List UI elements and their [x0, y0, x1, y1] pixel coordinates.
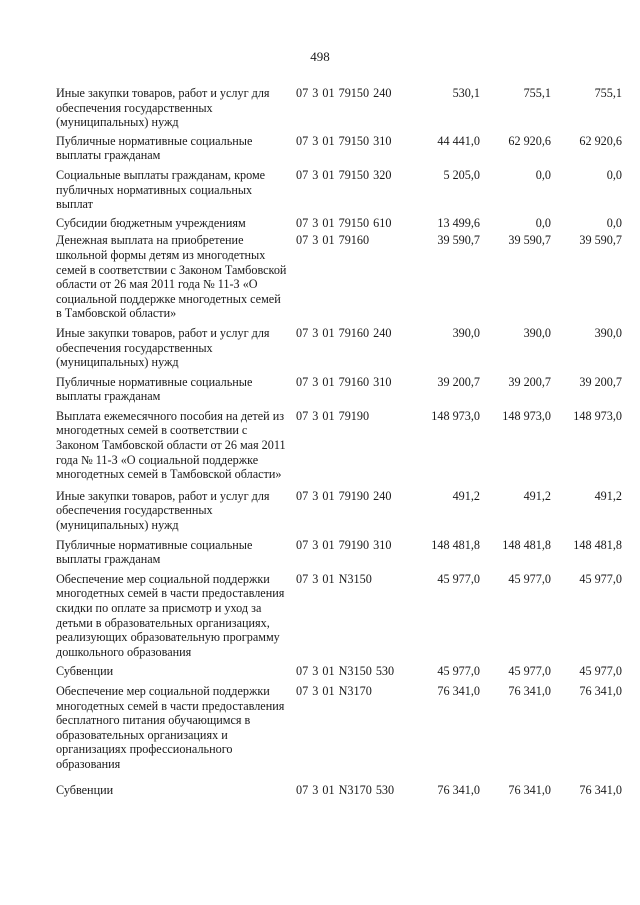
table-row	[56, 326, 622, 370]
row-code: 07 3 01 79190 240	[296, 488, 392, 503]
row-name: Денежная выплата на приобретение школьной формы детям из многодетных семей в соответствии с Законом Тамбовской области от 26 мая 2011 года № 11-З «О социальной поддержке многодетных семей в Тамбовской области»	[56, 233, 287, 321]
row-code: 07 3 01 79150 240	[296, 86, 392, 100]
table-row	[56, 572, 622, 660]
budget-table	[56, 86, 622, 797]
row-value-2: 39 200,7	[508, 374, 551, 389]
row-value-2: 45 977,0	[508, 664, 551, 679]
row-value-2: 491,2	[523, 488, 551, 503]
row-value-3: 39 200,7	[579, 374, 622, 389]
row-value-1: 39 200,7	[437, 374, 480, 389]
row-value-1: 148 481,8	[431, 537, 480, 552]
table-row	[56, 134, 622, 163]
table-row	[56, 489, 622, 533]
row-value-1: 39 590,7	[437, 233, 480, 248]
row-name: Выплата ежемесячного пособия на детей из многодетных семей в соответствии с Законом Тамбовской области от 26 мая 2011 года № 11-З «О социальной поддержке многодетных семей в Тамбовской области»	[56, 408, 286, 482]
row-code: 07 3 01 N3150 530	[296, 664, 395, 679]
row-value-1: 530,1	[452, 86, 480, 100]
row-value-3: 62 920,6	[579, 133, 622, 148]
row-value-2: 0,0	[535, 215, 551, 230]
row-value-3: 45 977,0	[579, 664, 622, 679]
row-value-2: 755,1	[523, 86, 551, 100]
table-row	[56, 664, 622, 679]
row-name: Публичные нормативные социальные выплаты гражданам	[56, 133, 253, 163]
row-value-1: 491,2	[452, 488, 480, 503]
row-value-3: 76 341,0	[579, 683, 622, 698]
row-code: 07 3 01 79190 310	[296, 537, 392, 552]
table-row	[56, 86, 622, 130]
table-row	[56, 375, 622, 404]
row-name: Публичные нормативные социальные выплаты гражданам	[56, 537, 253, 567]
table-row	[56, 233, 622, 321]
row-value-3: 491,2	[594, 488, 622, 503]
row-value-3: 76 341,0	[579, 782, 622, 797]
table-row	[56, 783, 622, 798]
row-value-3: 390,0	[594, 325, 622, 340]
row-name: Субвенции	[56, 664, 114, 679]
row-value-1: 45 977,0	[437, 664, 480, 679]
row-value-2: 148 973,0	[502, 408, 551, 423]
table-row	[56, 409, 622, 482]
row-value-3: 0,0	[606, 215, 622, 230]
table-row	[56, 216, 622, 231]
row-value-1: 76 341,0	[437, 782, 480, 797]
row-value-1: 44 441,0	[437, 133, 480, 148]
row-value-3: 148 481,8	[573, 537, 622, 552]
row-name: Иные закупки товаров, работ и услуг для обеспечения государственных (муниципальных) нужд	[56, 325, 270, 370]
row-code: 07 3 01 79160 310	[296, 374, 392, 389]
row-name: Иные закупки товаров, работ и услуг для обеспечения государственных (муниципальных) нужд	[56, 86, 270, 130]
row-name: Иные закупки товаров, работ и услуг для обеспечения государственных (муниципальных) нужд	[56, 488, 270, 533]
page-number: 498	[310, 49, 330, 64]
row-value-3: 0,0	[606, 167, 622, 182]
row-value-3: 755,1	[594, 86, 622, 100]
row-name: Обеспечение мер социальной поддержки многодетных семей в части предоставления скидки по оплате за присмотр и уход за детьми в образовательных организациях, реализующих образовательную программу дошкольного образования	[56, 571, 285, 659]
row-value-2: 76 341,0	[508, 683, 551, 698]
row-value-2: 148 481,8	[502, 537, 551, 552]
row-name: Обеспечение мер социальной поддержки многодетных семей в части предоставления бесплатного питания обучающимся в образовательных организациях и организациях профессионального образования	[56, 683, 285, 771]
row-code: 07 3 01 N3170	[296, 683, 372, 698]
table-row	[56, 538, 622, 567]
row-value-1: 390,0	[452, 325, 480, 340]
row-code: 07 3 01 79160	[296, 233, 370, 248]
row-value-1: 13 499,6	[437, 215, 480, 230]
row-code: 07 3 01 79150 310	[296, 133, 392, 148]
row-value-1: 5 205,0	[443, 167, 480, 182]
row-value-2: 45 977,0	[508, 571, 551, 586]
row-name: Субсидии бюджетным учреждениям	[56, 215, 246, 230]
row-value-3: 39 590,7	[579, 233, 622, 248]
row-code: 07 3 01 79150 610	[296, 215, 392, 230]
row-value-3: 148 973,0	[573, 408, 622, 423]
row-value-1: 148 973,0	[431, 408, 480, 423]
row-value-1: 76 341,0	[437, 683, 480, 698]
row-name: Субвенции	[56, 782, 114, 797]
row-value-2: 62 920,6	[508, 133, 551, 148]
row-code: 07 3 01 79150 320	[296, 167, 392, 182]
row-code: 07 3 01 N3150	[296, 571, 372, 586]
row-value-2: 0,0	[535, 167, 551, 182]
row-name: Публичные нормативные социальные выплаты гражданам	[56, 374, 253, 404]
row-value-2: 76 341,0	[508, 782, 551, 797]
row-code: 07 3 01 79160 240	[296, 325, 392, 340]
row-code: 07 3 01 N3170 530	[296, 782, 395, 797]
table-row	[56, 168, 622, 212]
row-value-1: 45 977,0	[437, 571, 480, 586]
row-value-3: 45 977,0	[579, 571, 622, 586]
row-value-2: 39 590,7	[508, 233, 551, 248]
row-name: Социальные выплаты гражданам, кроме публичных нормативных социальных выплат	[56, 167, 266, 212]
row-code: 07 3 01 79190	[296, 408, 370, 423]
table-row	[56, 684, 622, 772]
row-value-2: 390,0	[523, 325, 551, 340]
